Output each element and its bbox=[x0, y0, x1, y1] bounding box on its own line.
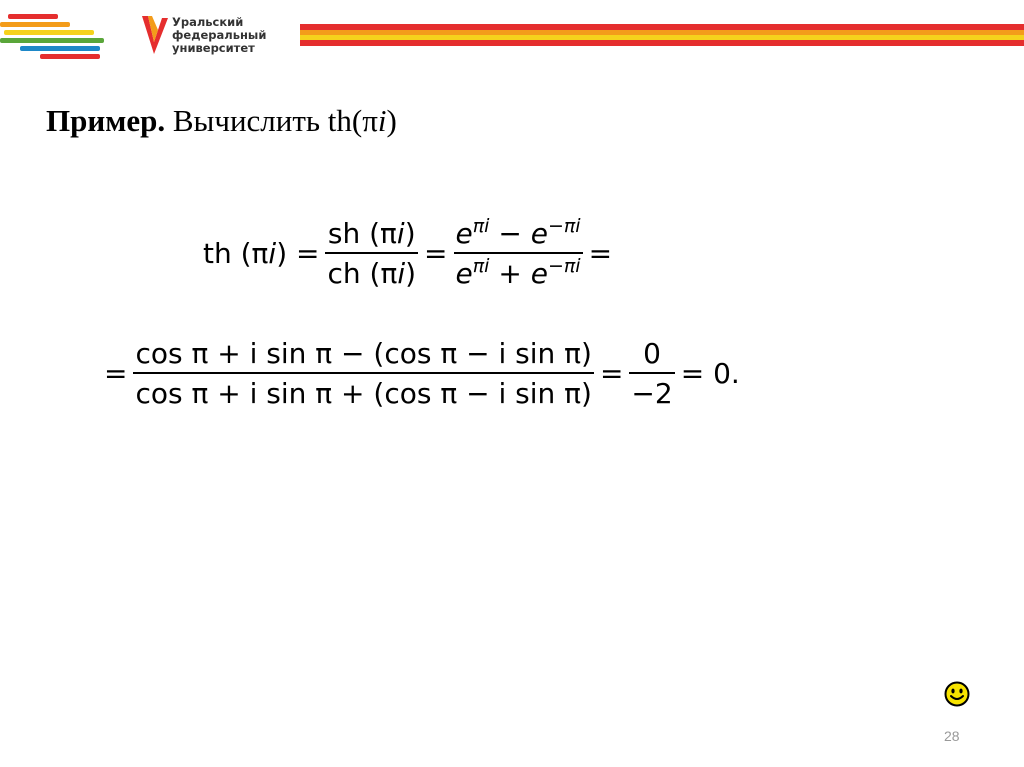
logo-mark-icon bbox=[140, 14, 170, 56]
page-number: 28 bbox=[944, 728, 960, 744]
formula-row-1 bbox=[203, 215, 613, 290]
fraction-denominator: −2 bbox=[629, 372, 674, 408]
fraction-numerator: $e^{\pi i} - e^{-\pi i}$ bbox=[455, 215, 581, 250]
fraction-zero-minus-two bbox=[629, 337, 674, 410]
slide-title bbox=[46, 103, 397, 139]
equals-sign-end: = bbox=[588, 237, 613, 270]
fraction-denominator: $e^{\pi i} + e^{-\pi i}$ bbox=[454, 252, 583, 288]
title-italic-i: i bbox=[377, 103, 387, 138]
header-stripes-left bbox=[0, 14, 112, 62]
smiley-icon bbox=[944, 681, 970, 707]
title-text: Вычислить th(π bbox=[172, 103, 378, 138]
fraction-exponentials bbox=[454, 215, 583, 290]
university-logo bbox=[140, 14, 300, 62]
equals-sign: = bbox=[424, 237, 448, 270]
fraction-numerator: sh (πi) bbox=[327, 217, 416, 250]
header-stripes-right bbox=[300, 24, 1024, 54]
result: = 0. bbox=[680, 357, 740, 390]
lhs: th (πi) = bbox=[203, 237, 320, 270]
fraction-denominator: cos π + i sin π + (cos π − i sin π) bbox=[133, 372, 593, 408]
fraction-denominator: ch (πi) bbox=[325, 252, 418, 288]
fraction-cos-sin bbox=[133, 337, 593, 410]
formula-row-2 bbox=[104, 337, 740, 410]
equals-sign-mid: = bbox=[599, 357, 624, 390]
logo-line-2: федеральный bbox=[172, 28, 267, 42]
fraction-sh-ch bbox=[325, 217, 418, 290]
logo-line-1: Уральский bbox=[172, 15, 244, 29]
fraction-numerator: cos π + i sin π − (cos π − i sin π) bbox=[135, 337, 592, 370]
title-close: ) bbox=[386, 103, 397, 138]
logo-text bbox=[172, 16, 266, 55]
equals-sign-start: = bbox=[104, 357, 128, 390]
title-bold: Пример. bbox=[46, 103, 166, 138]
fraction-numerator: 0 bbox=[643, 337, 661, 370]
logo-line-3: университет bbox=[172, 41, 255, 55]
